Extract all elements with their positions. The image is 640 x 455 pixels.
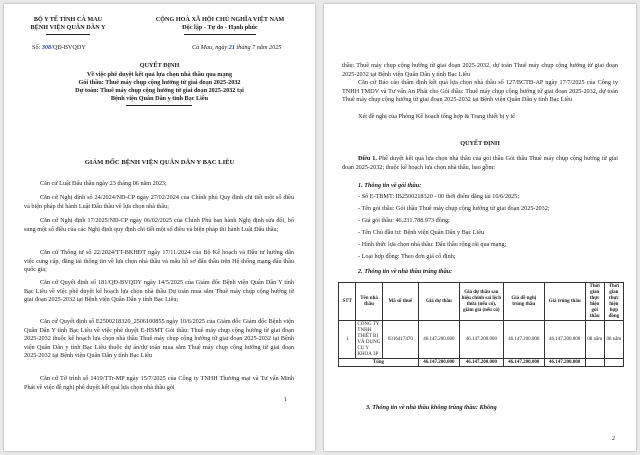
cell-stt: 1 — [339, 321, 356, 359]
continuation-2: Căn cứ Báo cáo thẩm định kết quả lựa chọn nhà thầu số 127/BCTĐ-AP ngày 17/7/2025 của Công ty TNHH TMDV và Tư vấn An Phát cho Gói thầu: Thuê máy chụp cộng hưởng từ giai đoạn 2025-2032, dự toán Thuê máy chụp cộng hưởng từ giai đoạn 2025-2032 tại Bệnh viện Quân Dân y tỉnh Bạc Liêu — [342, 79, 618, 104]
subject-underline — [126, 105, 192, 106]
item-4: - Hình thức lựa chọn nhà thầu: Đấu thầu rộng rãi qua mạng; — [358, 241, 507, 248]
doc-date: Cà Mau, ngày 21 tháng 7 năm 2025 — [192, 44, 282, 51]
document-page-2 — [324, 4, 636, 451]
total-adjusted: 46.147.200.000 — [459, 359, 503, 367]
basis-1: Căn cứ Luật Đấu thầu ngày 23 tháng 06 năm 2023; — [40, 180, 167, 187]
col-proposed: Giá đề nghị trúng thầu — [503, 283, 544, 321]
item-2: - Giá gói thầu: 46.231.788.973 đồng; — [358, 217, 450, 224]
col-tax: Mã số thuế — [382, 283, 418, 321]
table-total-row — [339, 359, 624, 367]
basis-7: Căn cứ Tờ trình số 1419/TTr-MP ngày 15/7/2025 của Công ty TNHH Thương mại và Tư vấn Minh Phát về việc đề nghị phê duyệt kết quả lựa chọn nhà thầu gói — [24, 375, 294, 391]
col-award: Giá trúng thầu — [544, 283, 585, 321]
doc-date-handwritten: 21 — [228, 44, 235, 51]
total-label: Tổng — [339, 359, 419, 367]
total-bid: 46.147.200.000 — [418, 359, 459, 367]
basis-4: Căn cứ Thông tư số 22/2024/TT-BKHĐT ngày 17/11/2024 của Bộ Kế hoạch và Đầu tư hướng dẫn việc cung cấp, đăng tải thông tin về lựa chọn nhà thầu và mẫu hồ sơ đấu thầu trên Hệ thống mạng đấu thầu quốc gia; — [24, 249, 294, 274]
page-number-1: 1 — [284, 397, 287, 403]
col-stt: STT — [339, 283, 356, 321]
continuation-1: thầu: Thuê máy chụp cộng hưởng từ giai đoạn 2025-2032, dự toán Thuê máy chụp cộng hưởng từ giai đoạn 2025-2032 tại Bệnh viện Quân Dân y tỉnh Bạc Liêu — [342, 62, 618, 78]
nation-header: CỘNG HOÀ XÃ HỘI CHỦ NGHĨA VIỆT NAM — [155, 16, 285, 23]
cell-adjusted: 46.147.200.000 — [459, 321, 503, 359]
item-3: - Tên Chủ đầu tư: Bệnh viện Quân Dân y Bạc Liêu — [358, 229, 485, 236]
cell-proposed: 46.147.200.000 — [503, 321, 544, 359]
table-header-row — [339, 283, 624, 321]
section-winner-info: 2. Thông tin về nhà thầu trúng thầu: — [358, 268, 453, 275]
cell-duration-package: 08 năm — [585, 321, 604, 359]
item-1: - Tên gói thầu: Gói thầu Thuê máy chụp cộng hưởng từ giai đoạn 2025-2032; — [358, 205, 550, 212]
cell-duration-contract: 08 năm — [604, 321, 623, 359]
basis-3: Căn cứ Nghị định 17/2025/NĐ-CP ngày 06/02/2025 của Chính Phủ ban hành Nghị định sửa đổi, bổ sung một số điều của các Nghị định quy định chi tiết một số điều và biện pháp thi hành Luật Đấu thầu; — [24, 217, 294, 233]
cell-award: 46.147.200.000 — [544, 321, 585, 359]
agency-line1: BỘ Y TẾ TỈNH CÀ MAU — [33, 16, 103, 23]
winner-table — [338, 282, 624, 367]
cell-name: CÔNG TY TNHH THIẾT BỊ VÀ DỤNG CỤ Y KHOA 3P — [357, 321, 381, 357]
basis-6: Căn cứ Quyết định số E2500218320_2506100855 ngày 10/6/2025 của Giám đốc Giám đốc Bệnh viện Quân Dân Y tỉnh Bạc Liêu về việc phê duyệt E-HSMT Gói thầu: Thuê máy chụp cộng hưởng từ giai đoạn 2025-2032 thuộc kế hoạch lựa chọn nhà thầu Thuê máy chụp cộng hưởng từ giai đoạn 2025-2032 tại Bệnh viện Quân Dân y tỉnh Bạc Liêu thuộc dự án/dự toán mua sắm Thuê máy chụp cộng hưởng từ giai đoạn 2025-2032 tại Bệnh viện Quân Dân y tỉnh Bạc Liêu — [24, 318, 294, 360]
subject-line-1: Về việc phê duyệt kết quả lựa chọn nhà thầu qua mạng — [86, 71, 233, 78]
total-award: 46.147.200.000 — [544, 359, 585, 367]
page-number-2: 2 — [612, 436, 615, 442]
section-losing-bidders: 3. Thông tin về nhà thầu không trúng thầu: Không — [366, 404, 497, 411]
col-bid: Giá dự thầu — [418, 283, 459, 321]
total-proposed: 46.147.200.000 — [503, 359, 544, 367]
document-page-1 — [4, 4, 315, 451]
item-0: - Số E-TBMT: IB2500218320 - 00 thời điểm đăng tải 10/6/2025; — [358, 193, 520, 200]
doc-number: Số: 308/QĐ-BVQDY — [32, 44, 86, 51]
col-duration-contract: Thời gian thực hiện hợp đồng — [604, 283, 623, 321]
issuing-authority: GIÁM ĐỐC BỆNH VIỆN QUÂN DÂN Y BẠC LIÊU — [84, 159, 235, 166]
table-row — [339, 321, 624, 359]
motto: Độc lập - Tự do - Hạnh phúc — [182, 24, 258, 31]
col-duration-package: Thời gian thực hiện gói thầu — [585, 283, 604, 321]
decide-heading: QUYẾT ĐỊNH — [460, 140, 500, 147]
continuation-3: Xét đề nghị của Phòng Kế hoạch tổng hợp & Trang thiết bị y tế — [358, 113, 515, 120]
col-name: Tên nhà thầu — [356, 283, 382, 321]
col-adjusted: Giá dự thầu sau hiệu chỉnh sai lệch thừa (nếu có), giảm giá (nếu có) — [459, 283, 503, 321]
doc-number-handwritten: 308 — [41, 44, 52, 51]
subject-line-2: Gói thầu: Thuê máy chụp cộng hưởng từ giai đoạn 2025-2032 — [78, 79, 241, 86]
basis-5: Căn cứ Quyết định số 181/QĐ-BVQDY ngày 14/5/2025 của Giám đốc Bệnh viện Quân Dân Y tỉnh Bạc Liêu về việc phê duyệt kế hoạch lựa chọn nhà thầu Dự toán mua sắm Thuê máy chụp cộng hưởng từ giai đoạn 2025-2032 tại Bệnh viện Quân Dân y tỉnh Bạc Liêu; — [24, 279, 294, 304]
article-1: Điều 1. Phê duyệt kết quả lựa chọn nhà thầu của gói thầu Gói thầu Thuê máy chụp cộng hưởng từ giai đoạn 2025-2032; thuộc kế hoạch lựa chọn nhà thầu, bao gồm: — [342, 155, 618, 171]
agency-line2: BỆNH VIỆN QUÂN DÂN Y — [30, 24, 106, 31]
item-5: - Loại hợp đồng: Theo đơn giá cố định; — [358, 253, 456, 260]
cell-tax: 0316417470 — [382, 321, 418, 359]
subject-line-3: Dự toán: Thuê máy chụp cộng hưởng từ giai đoạn 2025-2032 tại — [75, 87, 244, 94]
cell-bid: 46.147.200.000 — [418, 321, 459, 359]
section-package-info: 1. Thông tin về gói thầu: — [358, 182, 422, 189]
basis-2: Căn cứ Nghị định số 24/2024/NĐ-CP ngày 27/02/2024 của Chính phủ Quy định chi tiết một số điều và biện pháp thi hành Luật Đấu thầu về lựa chọn nhà thầu; — [24, 194, 294, 210]
decision-title: QUYẾT ĐỊNH — [139, 62, 180, 69]
subject-line-4: Bệnh viện Quân Dân y tỉnh Bạc Liêu — [110, 95, 209, 102]
agency-underline — [46, 34, 90, 35]
motto-underline — [184, 34, 256, 35]
